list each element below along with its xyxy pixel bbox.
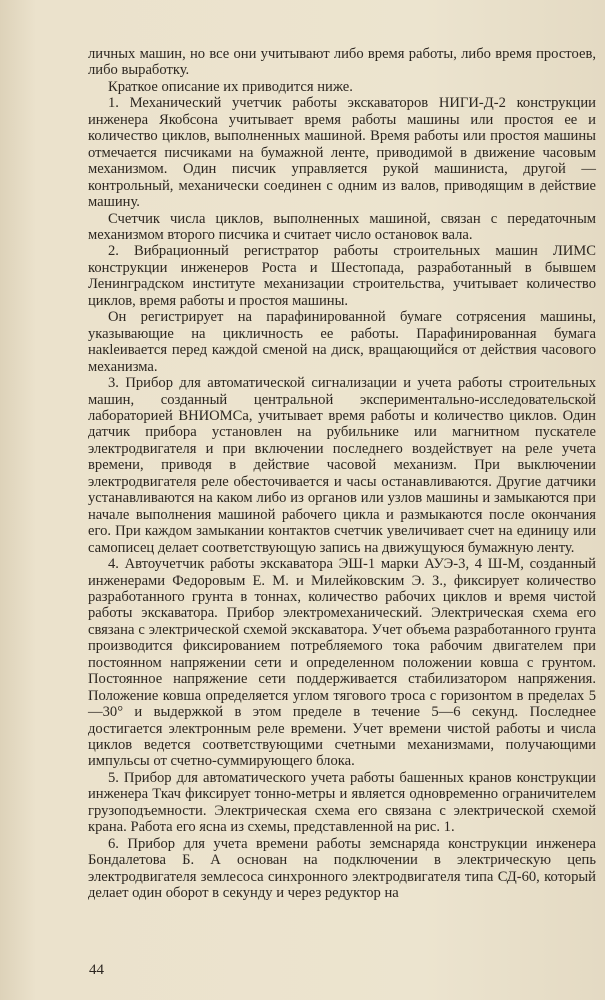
paragraph: Краткое описание их приводится ниже. — [108, 78, 353, 95]
paragraph: 6. Прибор для учета времени работы земснаряда конструкции инженера Бондалетова Б. А основан на подключении в электрическую цепь электродвигателя землесоса синхронного электродвигателя типа СД-60, который делает один оборот в секунду и через редуктор на — [88, 835, 596, 902]
paragraph: 1. Механический учетчик работы экскаваторов НИГИ-Д-2 конструкции инженера Якобсона учитывает время работы машины или простоя ее и количество циклов, выполненных машиной. Время работы или простоя машины отмечается писчиками на бумажной ленте, приводимой в движение часовым механизмом. Один писчик управляется рукой машиниста, другой — контрольный, механически соединен с одним из валов, приводящим в действие машину. — [88, 95, 596, 211]
paragraph: 2. Вибрационный регистратор работы строительных машин ЛИМС конструкции инженеров Роста и Шестопада, разработанный в бывшем Ленинградском институте механизации строительства, учитывает количество циклов, время работы и простоя машины. — [88, 243, 596, 309]
paragraph: Счетчик числа циклов, выполненных машиной, связан с передаточным механизмом второго писчика и считает число остановок вала. — [88, 210, 596, 243]
paragraph: 5. Прибор для автоматического учета работы башенных кранов конструкции инженера Ткач фиксирует тонно-метры и является одновременно ограничителем грузоподъемности. Электрическая схема его связана с электрической схемой крана. Работа его ясна из схемы, представленной на рис. 1. — [88, 769, 596, 836]
page-number: 44 — [89, 962, 104, 978]
paragraph: 4. Автоучетчик работы экскаватора ЭШ-1 марки АУЭ-3, 4 Ш-М, созданный инженерами Федоровым Е. М. и Милейковским Э. З., фиксирует количество разработанного грунта в тоннах, количество рабочих циклов и время чистой работы экскаватора. Прибор электромеханический. Электрическая схема его связана с электрической схемой экскаватора. Учет объема разработанного грунта производится фиксированием потребляемого тока рабочим двигателем при постоянном напряжении сети и определенном положении ковша с грунтом. Постоянное напряжение сети поддерживается стабилизатором напряжения. Положение ковша определяется углом тягового троса с горизонтом в пределах 5—30° и выдержкой в этом пределе в течение 5—6 секунд. Последнее достигается электронным реле времени. Учет времени чистой работы и числа циклов ведется соответствующими счетными механизмами, получающими импульсы от счетно-суммирующего блока. — [88, 556, 596, 770]
paragraph: личных машин, но все они учитывают либо время работы, либо время простоев, либо выработку. — [88, 46, 596, 79]
paragraph: Он регистрирует на парафинированной бумаге сотрясения машины, указывающие на цикличность ее работы. Парафинированная бумага накleивается перед каждой сменой на диск, вращающийся от действия часового механизма. — [88, 309, 596, 375]
body-text — [88, 46, 596, 902]
paragraph: 3. Прибор для автоматической сигнализации и учета работы строительных машин, созданный центральной экспериментально-исследовательской лабораторией ВНИОМСа, учитывает время работы и количество циклов. Один датчик прибора установлен на рубильнике или магнитном пускателе электродвигателя и при включении последнего воздействует на реле учета времени, приводя в действие часовой механизм. При выключении электродвигателя реле обесточивается и часы останавливаются. Другие датчики устанавливаются на каком либо из органов или узлов машины и замыкаются при начале выполнения машиной рабочего цикла и размыкаются после окончания его. При каждом замыкании контактов счетчик увеличивает счет на единицу или самописец делает соответствующую запись на движущуюся бумажную ленту. — [88, 375, 596, 556]
